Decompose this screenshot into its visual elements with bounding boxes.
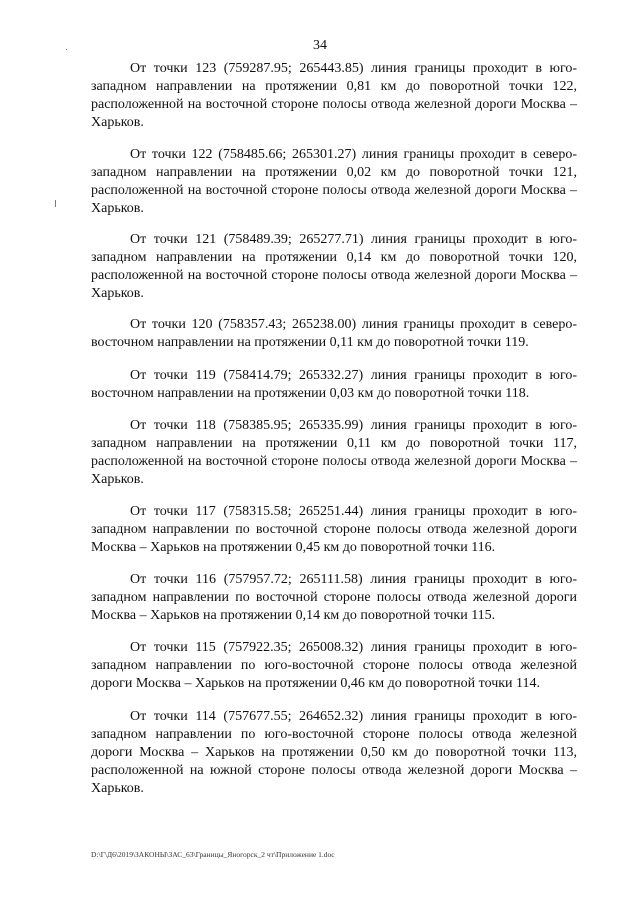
boundary-paragraph-10: От точки 114 (757677.55; 264652.32) линия границы проходит в юго-западном направлении по юго-восточной стороне полосы отвода железной дороги Москва – Харьков на протяжении 0,50 км до поворотной точки 113, расположенной на южной стороне полосы отвода железной дороги Москва – Харьков. <box>91 709 577 796</box>
boundary-paragraph-4: От точки 120 (758357.43; 265238.00) линия границы проходит в северо-восточном направлении на протяжении 0,11 км до поворотной точки 119. <box>91 317 577 350</box>
boundary-paragraph-9: От точки 115 (757922.35; 265008.32) линия границы проходит в юго-западном направлении по юго-восточной стороне полосы отвода железной дороги Москва – Харьков на протяжении 0,46 км до поворотной точки 114. <box>91 640 577 691</box>
boundary-paragraph-6: От точки 118 (758385.95; 265335.99) линия границы проходит в юго-западном направлении на протяжении 0,11 км до поворотной точки 117, расположенной на восточной стороне полосы отвода железной дороги Москва – Харьков. <box>91 418 577 487</box>
boundary-paragraph-2: От точки 122 (758485.66; 265301.27) линия границы проходит в северо-западном направлении на протяжении 0,02 км до поворотной точки 121, расположенной на восточной стороне полосы отвода железной дороги Москва – Харьков. <box>91 147 577 216</box>
boundary-paragraph-8: От точки 116 (757957.72; 265111.58) линия границы проходит в юго-западном направлении по восточной стороне полосы отвода железной дороги Москва – Харьков на протяжении 0,14 км до поворотной точки 115. <box>91 572 577 623</box>
page-number: 34 <box>313 38 327 53</box>
boundary-paragraph-5: От точки 119 (758414.79; 265332.27) линия границы проходит в юго-восточном направлении на протяжении 0,03 км до поворотной точки 118. <box>91 368 577 401</box>
scan-mark <box>55 200 56 207</box>
boundary-paragraph-3: От точки 121 (758489.39; 265277.71) линия границы проходит в юго-западном направлении на протяжении 0,14 км до поворотной точки 120, расположенной на восточной стороне полосы отвода железной дороги Москва – Харьков. <box>91 232 577 301</box>
file-path-footer: D:\Г\Д6\2019\ЗАКОНЫ\ЗАС_63\Границы_Яногорск_2 чт\Приложение 1.doc <box>91 850 335 859</box>
boundary-paragraph-7: От точки 117 (758315.58; 265251.44) линия границы проходит в юго-западном направлении по восточной стороне полосы отвода железной дороги Москва – Харьков на протяжении 0,45 км до поворотной точки 116. <box>91 504 577 555</box>
scan-dot <box>66 49 67 50</box>
boundary-paragraph-1: От точки 123 (759287.95; 265443.85) линия границы проходит в юго-западном направлении на протяжении 0,81 км до поворотной точки 122, расположенной на восточной стороне полосы отвода железной дороги Москва – Харьков. <box>91 61 577 130</box>
